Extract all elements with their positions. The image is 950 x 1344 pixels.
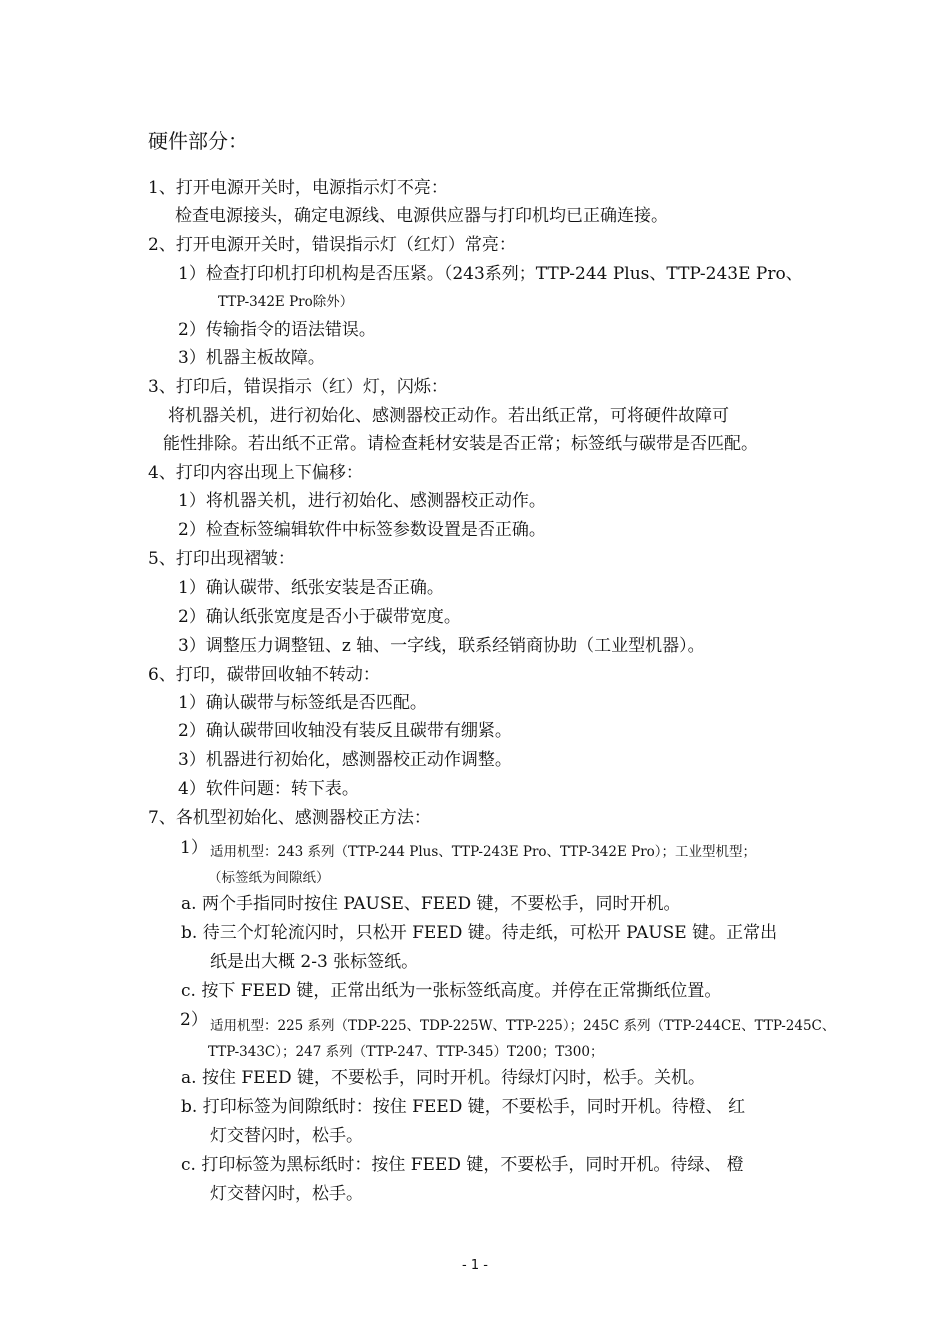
heading-6: 6、打印，碳带回收轴不转动： [148, 665, 380, 685]
step-b: b. 待三个灯轮流闪时，只松开 FEED 键。待走纸，可松开 PAUSE 键。正常出 [181, 923, 778, 943]
page-number: - 1 - [462, 1258, 488, 1273]
list-item: 2）确认纸张宽度是否小于碳带宽度。 [178, 607, 461, 627]
heading-2: 2、打开电源开关时，错误指示灯（红灯）常亮： [148, 235, 516, 255]
step-b: b. 打印标签为间隙纸时：按住 FEED 键，不要松手，同时开机。待橙、 红 [181, 1097, 746, 1117]
list-item: 1）检查打印机打印机构是否压紧。（243系列；TTP-244 Plus、TTP-243E Pro、 [178, 264, 803, 284]
list-item-continuation: TTP-342E Pro除外） [218, 294, 354, 310]
model-list: 适用机型：243 系列（TTP-244 Plus、TTP-243E Pro、TTP-342E Pro）；工业型机型； [210, 844, 757, 860]
heading-5: 5、打印出现褶皱： [148, 549, 295, 569]
list-item: 1）确认碳带与标签纸是否匹配。 [178, 693, 427, 713]
list-item: 2）检查标签编辑软件中标签参数设置是否正确。 [178, 520, 546, 540]
sub-number: 1） [180, 838, 208, 858]
list-item: 1）将机器关机，进行初始化、感测器校正动作。 [178, 491, 546, 511]
heading-1: 1、打开电源开关时，电源指示灯不亮： [148, 178, 448, 198]
step-b-continuation: 灯交替闪时，松手。 [210, 1126, 363, 1146]
heading-7: 7、各机型初始化、感测器校正方法： [148, 808, 431, 828]
model-list: 适用机型：225 系列（TDP-225、TDP-225W、TTP-225）；245C 系列（TTP-244CE、TTP-245C、 [210, 1018, 836, 1034]
heading-4: 4、打印内容出现上下偏移： [148, 463, 363, 483]
list-item: 1）确认碳带、纸张安装是否正确。 [178, 578, 444, 598]
body-line: 检查电源接头，确定电源线、电源供应器与打印机均已正确连接。 [175, 206, 668, 226]
body-line: 能性排除。若出纸不正常。请检查耗材安装是否正常；标签纸与碳带是否匹配。 [163, 434, 758, 454]
step-c-continuation: 灯交替闪时，松手。 [210, 1184, 363, 1204]
step-c: c. 按下 FEED 键，正常出纸为一张标签纸高度。并停在正常撕纸位置。 [181, 981, 722, 1001]
list-item: 3）机器主板故障。 [178, 348, 325, 368]
model-list-note: （标签纸为间隙纸） [208, 870, 330, 886]
step-b-continuation: 纸是出大概 2-3 张标签纸。 [210, 952, 419, 972]
list-item: 4）软件问题：转下表。 [178, 779, 359, 799]
step-c: c. 打印标签为黑标纸时：按住 FEED 键，不要松手，同时开机。待绿、 橙 [181, 1155, 744, 1175]
list-item: 3）调整压力调整钮、z 轴、一字线，联系经销商协助（工业型机器）。 [178, 636, 705, 656]
list-item: 3）机器进行初始化，感测器校正动作调整。 [178, 750, 512, 770]
list-item: 2）确认碳带回收轴没有装反且碳带有绷紧。 [178, 721, 512, 741]
sub-number: 2） [180, 1010, 208, 1030]
model-list-continuation: TTP-343C）；247 系列（TTP-247、TTP-345）T200；T300； [208, 1044, 604, 1060]
list-item: 2）传输指令的语法错误。 [178, 320, 376, 340]
heading-3: 3、打印后，错误指示（红）灯，闪烁： [148, 377, 448, 397]
body-line: 将机器关机，进行初始化、感测器校正动作。若出纸正常，可将硬件故障可 [168, 406, 729, 426]
section-title: 硬件部分： [148, 129, 248, 153]
step-a: a. 两个手指同时按住 PAUSE、FEED 键，不要松手，同时开机。 [181, 894, 681, 914]
step-a: a. 按住 FEED 键，不要松手，同时开机。待绿灯闪时，松手。关机。 [181, 1068, 705, 1088]
